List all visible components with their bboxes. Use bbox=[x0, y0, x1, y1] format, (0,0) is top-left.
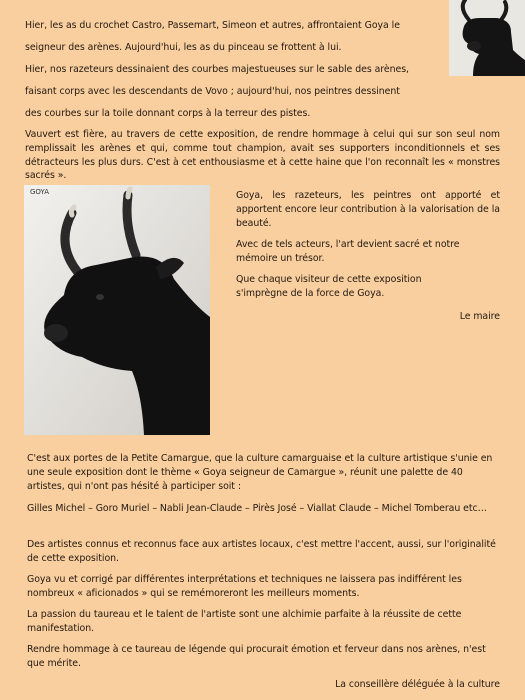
mayor-text-line-3: Hier, nos razeteurs dessinaient des courbes majestueuses sur le sable des arènes, bbox=[25, 64, 409, 75]
mayor-text-line-2: seigneur des arènes. Aujourd'hui, les as du pinceau se frottent à lui. bbox=[25, 42, 342, 53]
councillor-signature: La conseillère déléguée à la culture bbox=[335, 679, 500, 690]
mayor-text-line-1: Hier, les as du crochet Castro, Passemart, Simeon et autres, affrontaient Goya le bbox=[25, 20, 400, 31]
councillor-paragraph-originality: Des artistes connus et reconnus face aux artistes locaux, c'est mettre l'accent, aussi, sur l'originalité de cette exposition. bbox=[27, 539, 496, 564]
mayor-signature: Le maire bbox=[459, 311, 500, 322]
photo-caption: GOYA bbox=[30, 188, 50, 196]
councillor-artist-list: Gilles Michel – Goro Muriel – Nabli Jean-Claude – Pirès José – Viallat Claude – Michel Tomberau etc… bbox=[27, 503, 487, 514]
councillor-paragraph-intro: C'est aux portes de la Petite Camargue, que la culture camarguaise et la culture artistique s'unie en une seule exposition dont le thème « Goya seigneur de Camargue », réunit une palette de 40 artistes, qui n'ont pas hésité à participer soit : bbox=[27, 453, 493, 492]
mayor-paragraph-treasure: Avec de tels acteurs, l'art devient sacré et notre mémoire un trésor. bbox=[236, 239, 460, 264]
councillor-paragraph-homage: Rendre hommage à ce taureau de légende qui procurait émotion et ferveur dans nos arènes, n'est que mérite. bbox=[27, 644, 486, 669]
mayor-paragraph-homage: Vauvert est fière, au travers de cette exposition, de rendre hommage à celui qui sur son seul nom remplissait les arènes et qui, comme tout champion, avait ses supporters inconditionnels et ses détracteurs les plus durs. C'est à cet enthousiasme et à cette haine que l'on reconnaît les « monstres sacrés ». bbox=[25, 129, 500, 182]
councillor-paragraph-alchemy: La passion du taureau et le talent de l'artiste sont une alchimie parfaite à la réussite de cette manifestation. bbox=[27, 609, 462, 634]
mayor-paragraph-visitors: Que chaque visiteur de cette exposition s'imprègne de la force de Goya. bbox=[236, 274, 422, 299]
mayor-text-line-5: des courbes sur la toile donnant corps à la terreur des pistes. bbox=[25, 108, 311, 119]
mayor-paragraph-contribution: Goya, les razeteurs, les peintres ont apporté et apportent encore leur contribution à la valorisation de la beauté. bbox=[236, 190, 500, 229]
bull-photo-large bbox=[24, 185, 210, 435]
councillor-paragraph-aficionados: Goya vu et corrigé par différentes interprétations et techniques ne laissera pas indifférent les nombreux « aficionados » qui se remémoreront les meilleurs moments. bbox=[27, 574, 462, 599]
bull-photo-small bbox=[449, 0, 525, 76]
mayor-text-line-4: faisant corps avec les descendants de Vovo ; aujourd'hui, nos peintres dessinent bbox=[25, 86, 400, 97]
